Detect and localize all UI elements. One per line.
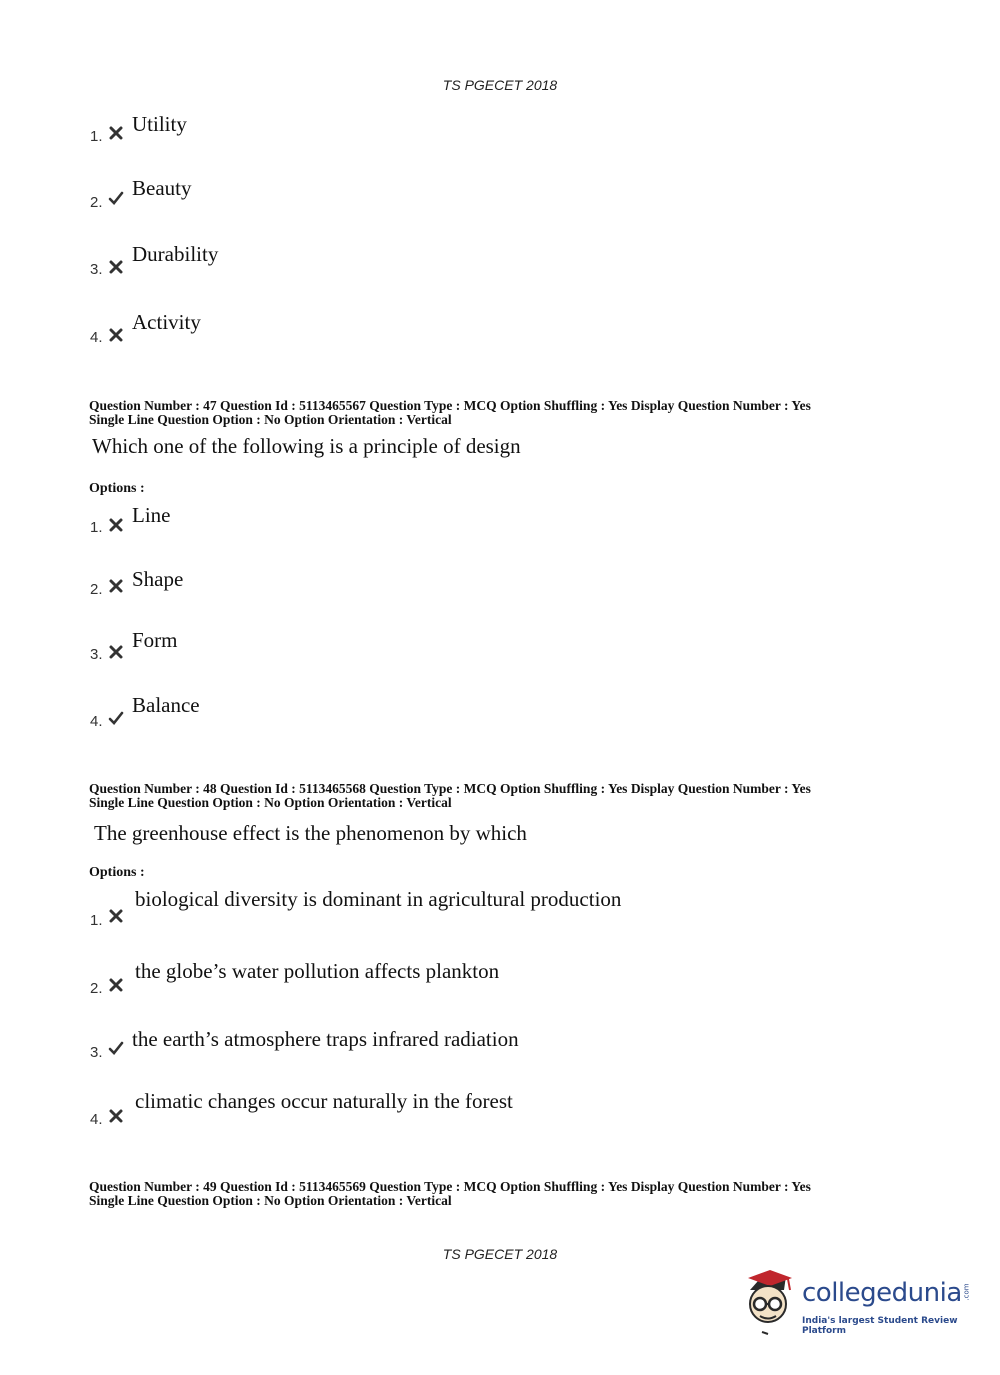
option-text: Balance [132, 693, 200, 717]
option-text: Line [132, 503, 171, 527]
check-icon [108, 190, 124, 206]
cross-icon [108, 1108, 124, 1124]
option-text: Form [132, 628, 178, 652]
option-text: Beauty [132, 176, 192, 200]
question-meta: Single Line Question Option : No Option Orientation : Vertical [89, 412, 452, 427]
question-meta: Question Number : 47 Question Id : 5113465567 Question Type : MCQ Option Shuffling : Yes Display Question Number : Yes [89, 398, 811, 413]
option-text: the earth’s atmosphere traps infrared radiation [132, 1027, 519, 1051]
option-number: 2. [90, 581, 103, 598]
option-text: Utility [132, 112, 187, 136]
option-number: 4. [90, 1111, 103, 1128]
option-number: 3. [90, 1044, 103, 1061]
collegedunia-logo [740, 1268, 980, 1340]
option-text: biological diversity is dominant in agricultural production [135, 887, 622, 911]
cross-icon [108, 327, 124, 343]
option-item [88, 959, 788, 999]
option-item [88, 887, 788, 927]
option-number: 4. [90, 329, 103, 346]
option-item [88, 693, 788, 733]
logo-tagline: India's largest Student Review Platform [802, 1316, 958, 1336]
option-text: the globe’s water pollution affects plankton [135, 959, 500, 983]
option-item [88, 567, 788, 607]
option-text: Shape [132, 567, 184, 591]
page-header: TS PGECET 2018 [442, 77, 558, 93]
cross-icon [108, 644, 124, 660]
option-item [88, 628, 788, 668]
question-text: Which one of the following is a principle of design [92, 434, 521, 458]
check-icon [108, 710, 124, 726]
option-item [88, 242, 788, 282]
option-number: 1. [90, 128, 103, 145]
option-number: 1. [90, 912, 103, 929]
cross-icon [108, 578, 124, 594]
question-meta: Single Line Question Option : No Option Orientation : Vertical [89, 795, 452, 810]
question-meta: Single Line Question Option : No Option Orientation : Vertical [89, 1193, 452, 1208]
option-item [88, 112, 788, 152]
option-item [88, 176, 788, 216]
cross-icon [108, 125, 124, 141]
question-text: The greenhouse effect is the phenomenon by which [94, 821, 527, 845]
mascot-icon [740, 1268, 802, 1338]
cross-icon [108, 259, 124, 275]
option-number: 2. [90, 980, 103, 997]
option-item [88, 1027, 788, 1067]
option-text: Durability [132, 242, 219, 266]
check-icon [108, 1040, 124, 1056]
option-item [88, 1089, 788, 1129]
page-footer: TS PGECET 2018 [442, 1246, 558, 1262]
options-label: Options : [89, 865, 145, 880]
cross-icon [108, 908, 124, 924]
option-number: 3. [90, 646, 103, 663]
option-text: Activity [132, 310, 201, 334]
option-number: 2. [90, 194, 103, 211]
option-text: climatic changes occur naturally in the forest [135, 1089, 513, 1113]
option-number: 3. [90, 261, 103, 278]
question-meta: Question Number : 48 Question Id : 5113465568 Question Type : MCQ Option Shuffling : Yes Display Question Number : Yes [89, 781, 811, 796]
logo-tld: .com [962, 1283, 971, 1301]
question-meta: Question Number : 49 Question Id : 5113465569 Question Type : MCQ Option Shuffling : Yes Display Question Number : Yes [89, 1179, 811, 1194]
cross-icon [108, 517, 124, 533]
option-item [88, 503, 788, 543]
option-item [88, 310, 788, 350]
cross-icon [108, 977, 124, 993]
options-label: Options : [89, 481, 145, 496]
option-number: 1. [90, 519, 103, 536]
logo-brand: collegedunia [802, 1278, 962, 1308]
option-number: 4. [90, 713, 103, 730]
